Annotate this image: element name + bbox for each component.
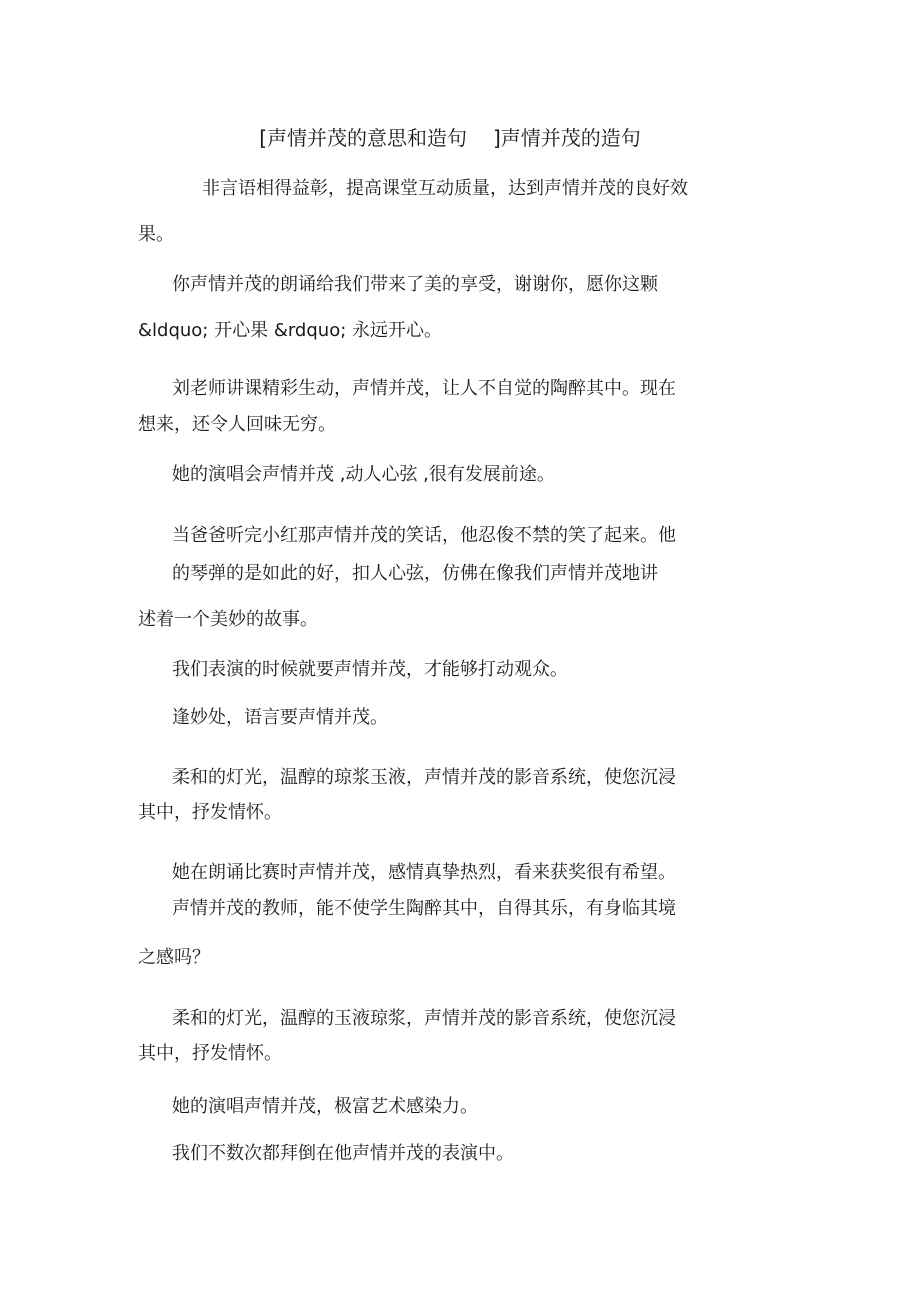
document-title (0, 122, 900, 154)
paragraph-line: 逢妙处，语言要声情并茂。 (172, 707, 388, 728)
paragraph-line: 果。 (138, 224, 174, 245)
paragraph-line: 柔和的灯光，温醇的玉液琼浆，声情并茂的影音系统，使您沉浸 (172, 1008, 676, 1029)
paragraph-line: 她在朗诵比赛时声情并茂，感情真挚热烈，看来获奖很有希望。 (172, 862, 676, 883)
paragraph-line: 之感吗？ (138, 947, 210, 968)
paragraph-line: 想来，还令人回味无穷。 (138, 414, 336, 435)
paragraph-line: 其中，抒发情怀。 (138, 802, 282, 823)
title-part-1: [声情并茂的意思和造句 (259, 126, 467, 150)
paragraph-line: 她的演唱会声情并茂 ,动人心弦 ,很有发展前途。 (172, 464, 555, 485)
paragraph-line: 我们表演的时候就要声情并茂，才能够打动观众。 (172, 659, 568, 680)
paragraph-line: 柔和的灯光，温醇的琼浆玉液，声情并茂的影音系统，使您沉浸 (172, 767, 676, 788)
paragraph-line: 述着一个美妙的故事。 (138, 609, 318, 630)
paragraph-line: 的琴弹的是如此的好，扣人心弦，仿佛在像我们声情并茂地讲 (172, 563, 658, 584)
paragraph-line: 其中，抒发情怀。 (138, 1043, 282, 1064)
paragraph-line: 刘老师讲课精彩生动，声情并茂，让人不自觉的陶醉其中。现在 (172, 378, 676, 399)
paragraph-line: 当爸爸听完小红那声情并茂的笑话，他忍俊不禁的笑了起来。他 (172, 525, 676, 546)
paragraph-line: 我们不数次都拜倒在他声情并茂的表演中。 (172, 1143, 514, 1164)
title-part-2: ]声情并茂的造句 (493, 126, 641, 150)
paragraph-line: &ldquo; 开心果 &rdquo; 永远开心。 (138, 320, 442, 341)
paragraph-line: 她的演唱声情并茂，极富艺术感染力。 (172, 1096, 478, 1117)
paragraph-line: 声情并茂的教师，能不使学生陶醉其中，自得其乐，有身临其境 (172, 898, 676, 919)
paragraph-line: 非言语相得益彰，提高课堂互动质量，达到声情并茂的良好效 (202, 178, 688, 199)
paragraph-line: 你声情并茂的朗诵给我们带来了美的享受，谢谢你，愿你这颗 (172, 274, 658, 295)
